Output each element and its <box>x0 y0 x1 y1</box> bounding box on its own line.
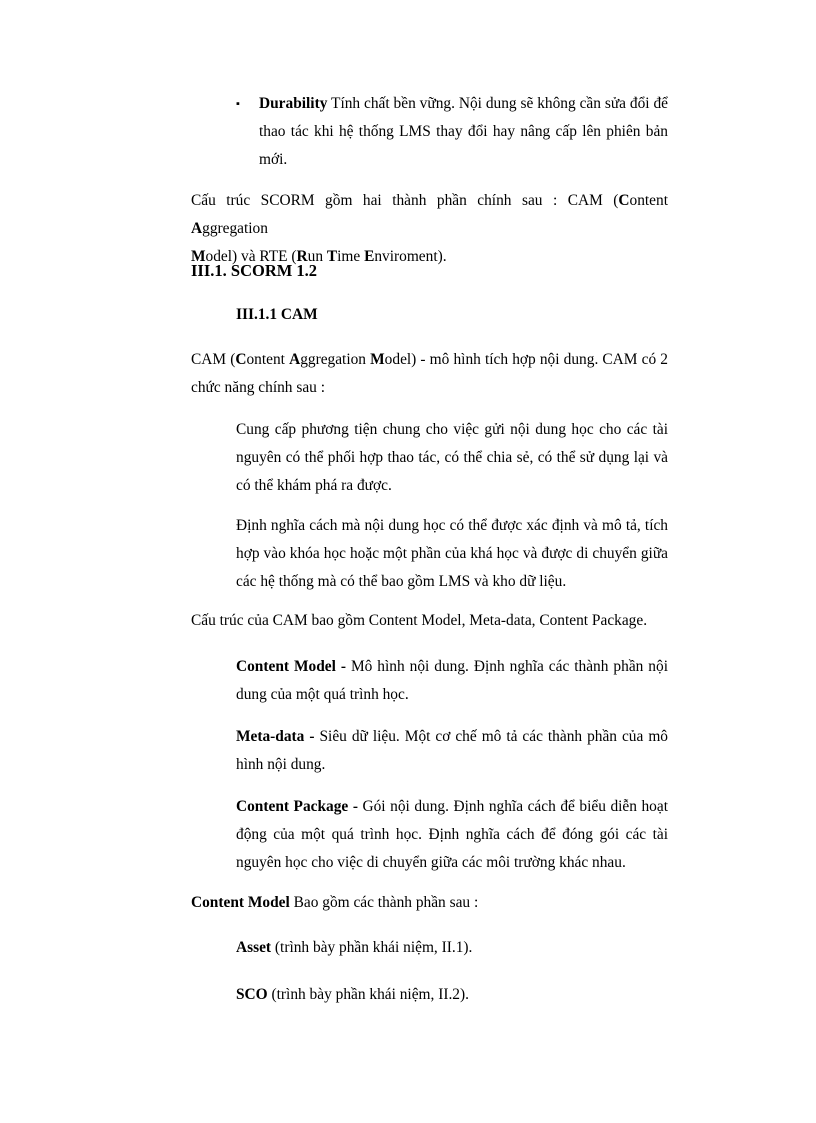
item-content-model: Content Model - Mô hình nội dung. Định nghĩa các thành phần nội dung của một quá trình học. <box>236 658 668 703</box>
scorm-intro-paragraph: Cấu trúc SCORM gồm hai thành phần chính sau : CAM (Content Aggregation Model) và RTE (Run Time Enviroment). <box>191 192 668 265</box>
cam-structure-paragraph: Cấu trúc của CAM bao gồm Content Model, Meta-data, Content Package. <box>191 612 648 629</box>
section-heading: III.1. SCORM 1.2 <box>191 261 318 280</box>
component-sco: SCO (trình bày phần khái niệm, II.2). <box>236 986 469 1003</box>
cam-function-2: Định nghĩa cách mà nội dung học có thể được xác định và mô tả, tích hợp vào khóa học hoặc một phần của khá học và được di chuyển giữa các hệ thống mà có thể bao gồm LMS và kho dữ liệu. <box>236 517 668 590</box>
bullet-term: Durability <box>259 95 328 112</box>
cam-function-1: Cung cấp phương tiện chung cho việc gửi nội dung học cho các tài nguyên có thể phối hợp thao tác, có thể chia sẻ, có thể sử dụng lại và có thể khám phá ra được. <box>236 421 668 494</box>
cam-definition-paragraph: CAM (Content Aggregation Model) - mô hình tích hợp nội dung. CAM có 2 chức năng chính sau : <box>191 351 668 396</box>
item-content-package: Content Package - Gói nội dung. Định nghĩa cách để biểu diễn hoạt động của một quá trình học. Định nghĩa cách để đóng gói các tài nguyên học cho việc di chuyển giữa các môi trường khác nhau. <box>236 798 668 871</box>
durability-bullet: Durability Tính chất bền vững. Nội dung sẽ không cần sửa đổi để thao tác khi hệ thống LMS thay đổi hay nâng cấp lên phiên bản mới. <box>259 95 668 168</box>
item-meta-data: Meta-data - Siêu dữ liệu. Một cơ chế mô tả các thành phần của mô hình nội dung. <box>236 728 668 773</box>
component-asset: Asset (trình bày phần khái niệm, II.1). <box>236 939 473 956</box>
subsection-heading: III.1.1 CAM <box>236 306 318 323</box>
square-bullet-icon: ▪ <box>236 98 240 110</box>
content-model-intro: Content Model Bao gồm các thành phần sau : <box>191 894 479 911</box>
